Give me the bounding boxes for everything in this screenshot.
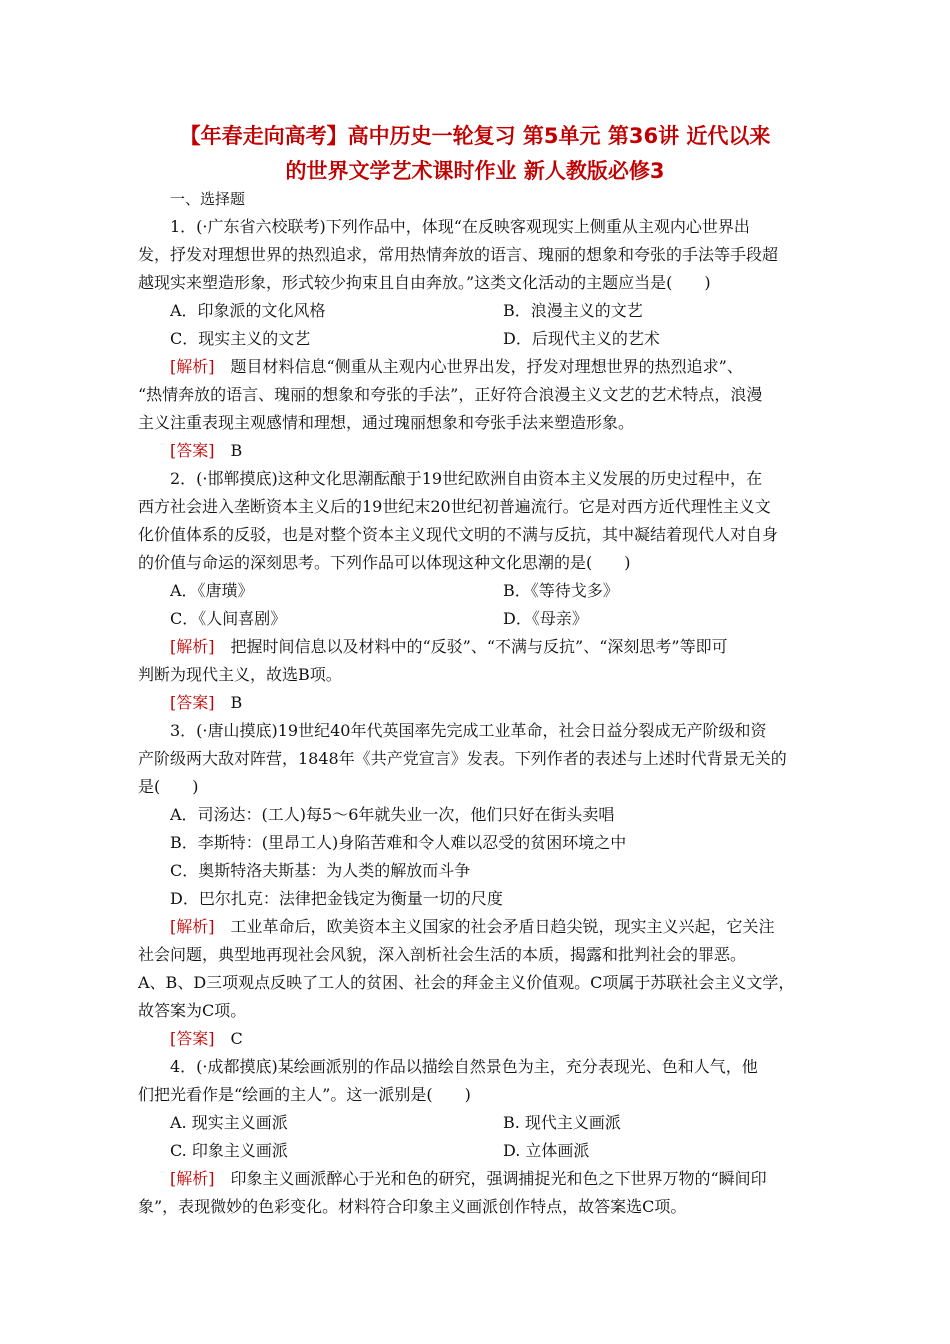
analysis-tag: [解析]	[170, 637, 215, 656]
analysis-tag: [解析]	[170, 357, 215, 376]
q1-stem-line: 1．(·广东省六校联考)下列作品中，体现“在反映客观现实上侧重从主观内心世界出	[170, 217, 750, 236]
q1-option-a: A．印象派的文化风格	[170, 301, 326, 320]
q1-option-d: D．后现代主义的艺术	[503, 329, 660, 348]
q2-option-d: D．《母亲》	[503, 609, 588, 628]
answer-tag: [答案]	[170, 1029, 215, 1048]
q4-stem-line: 4．(·成都摸底)某绘画派别的作品以描绘自然景色为主，充分表现光、色和人气，他	[170, 1057, 758, 1076]
q1-option-b: B．浪漫主义的文艺	[503, 301, 643, 320]
q2-stem-line: 西方社会进入垄断资本主义后的19世纪末20世纪初普遍流行。它是对西方近代理性主义文	[138, 497, 771, 516]
q4-option-d: D. 立体画派	[503, 1141, 590, 1160]
q1-answer-line	[170, 440, 242, 462]
q4-analysis-line: 象”，表现微妙的色彩变化。材料符合印象主义画派创作特点，故答案选C项。	[138, 1197, 687, 1216]
q2-analysis-line: 判断为现代主义，故选B项。	[138, 665, 342, 684]
q3-option-d: D．巴尔扎克：法律把金钱定为衡量一切的尺度	[170, 889, 503, 908]
q4-option-a: A. 现实主义画派	[170, 1113, 288, 1132]
answer-tag: [答案]	[170, 693, 215, 712]
q3-option-b: B．李斯特：(里昂工人)身陷苦难和令人难以忍受的贫困环境之中	[170, 833, 627, 852]
analysis-tag: [解析]	[170, 1169, 215, 1188]
q1-stem-line: 发，抒发对理想世界的热烈追求，常用热情奔放的语言、瑰丽的想象和夸张的手法等手段超	[138, 245, 779, 264]
q2-analysis-line	[170, 636, 728, 658]
q1-analysis-text: 题目材料信息“侧重从主观内心世界出发，抒发对理想世界的热烈追求”、	[214, 357, 743, 376]
analysis-tag: [解析]	[170, 917, 215, 936]
q2-stem-line: 2．(·邯郸摸底)这种文化思潮酝酿于19世纪欧洲自由资本主义发展的历史过程中，在	[170, 469, 763, 488]
q4-analysis-line	[170, 1168, 767, 1190]
q1-option-c: C．现实主义的文艺	[170, 329, 311, 348]
q4-option-c: C. 印象主义画派	[170, 1141, 288, 1160]
q2-answer-line	[170, 692, 242, 714]
q1-analysis-line	[170, 356, 743, 378]
q2-answer-text: B	[214, 693, 243, 712]
q2-option-a: A．《唐璜》	[170, 581, 254, 600]
q1-analysis-line: “热情奔放的语言、瑰丽的想象和夸张的手法”，正好符合浪漫主义文艺的艺术特点，浪漫	[138, 385, 763, 404]
q4-stem-line: 们把光看作是“绘画的主人”。这一派别是( )	[138, 1085, 471, 1104]
q3-stem-line: 产阶级两大敌对阵营，1848年《共产党宣言》发表。下列作者的表述与上述时代背景无关的	[138, 749, 787, 768]
q3-analysis-line: 故答案为C项。	[138, 1001, 247, 1020]
q2-stem-line: 化价值体系的反驳，也是对整个资本主义现代文明的不满与反抗，其中凝结着现代人对自身	[138, 525, 779, 544]
q3-analysis-line: 社会问题，典型地再现社会风貌，深入剖析社会生活的本质，揭露和批判社会的罪恶。	[138, 945, 747, 964]
q4-option-b: B. 现代主义画派	[503, 1113, 621, 1132]
q3-analysis-text: 工业革命后，欧美资本主义国家的社会矛盾日趋尖锐，现实主义兴起，它关注	[214, 917, 775, 936]
q2-stem-line: 的价值与命运的深刻思考。下列作品可以体现这种文化思潮的是( )	[138, 553, 631, 572]
q3-stem-line: 是( )	[138, 777, 199, 796]
q3-answer-text: C	[214, 1029, 243, 1048]
q3-option-a: A．司汤达：(工人)每5～6年就失业一次，他们只好在街头卖唱	[170, 805, 615, 824]
q1-answer-text: B	[214, 441, 243, 460]
q2-analysis-text: 把握时间信息以及材料中的“反驳”、“不满与反抗”、“深刻思考”等即可	[214, 637, 728, 656]
section-heading: 一、选择题	[170, 190, 246, 208]
q3-answer-line	[170, 1028, 243, 1050]
document-title-line-2: 的世界文学艺术课时作业 新人教版必修3	[285, 159, 665, 183]
q4-analysis-text: 印象主义画派醉心于光和色的研究，强调捕捉光和色之下世界万物的“瞬间印	[214, 1169, 767, 1188]
q2-option-b: B．《等待戈多》	[503, 581, 619, 600]
q3-analysis-line	[170, 916, 775, 938]
q1-analysis-line: 主义注重表现主观感情和理想，通过瑰丽想象和夸张手法来塑造形象。	[138, 413, 635, 432]
q3-option-c: C．奥斯特洛夫斯基：为人类的解放而斗争	[170, 861, 471, 880]
document-title-line-1: 【年春走向高考】高中历史一轮复习 第5单元 第36讲 近代以来	[179, 124, 771, 148]
q3-stem-line: 3．(·唐山摸底)19世纪40年代英国率先完成工业革命，社会日益分裂成无产阶级和资	[170, 721, 767, 740]
q2-option-c: C．《人间喜剧》	[170, 609, 287, 628]
answer-tag: [答案]	[170, 441, 215, 460]
q1-stem-line: 越现实来塑造形象，形式较少拘束且自由奔放。”这类文化活动的主题应当是( )	[138, 273, 711, 292]
q3-analysis-line: A、B、D三项观点反映了工人的贫困、社会的拜金主义价值观。C项属于苏联社会主义文学，	[138, 973, 795, 992]
